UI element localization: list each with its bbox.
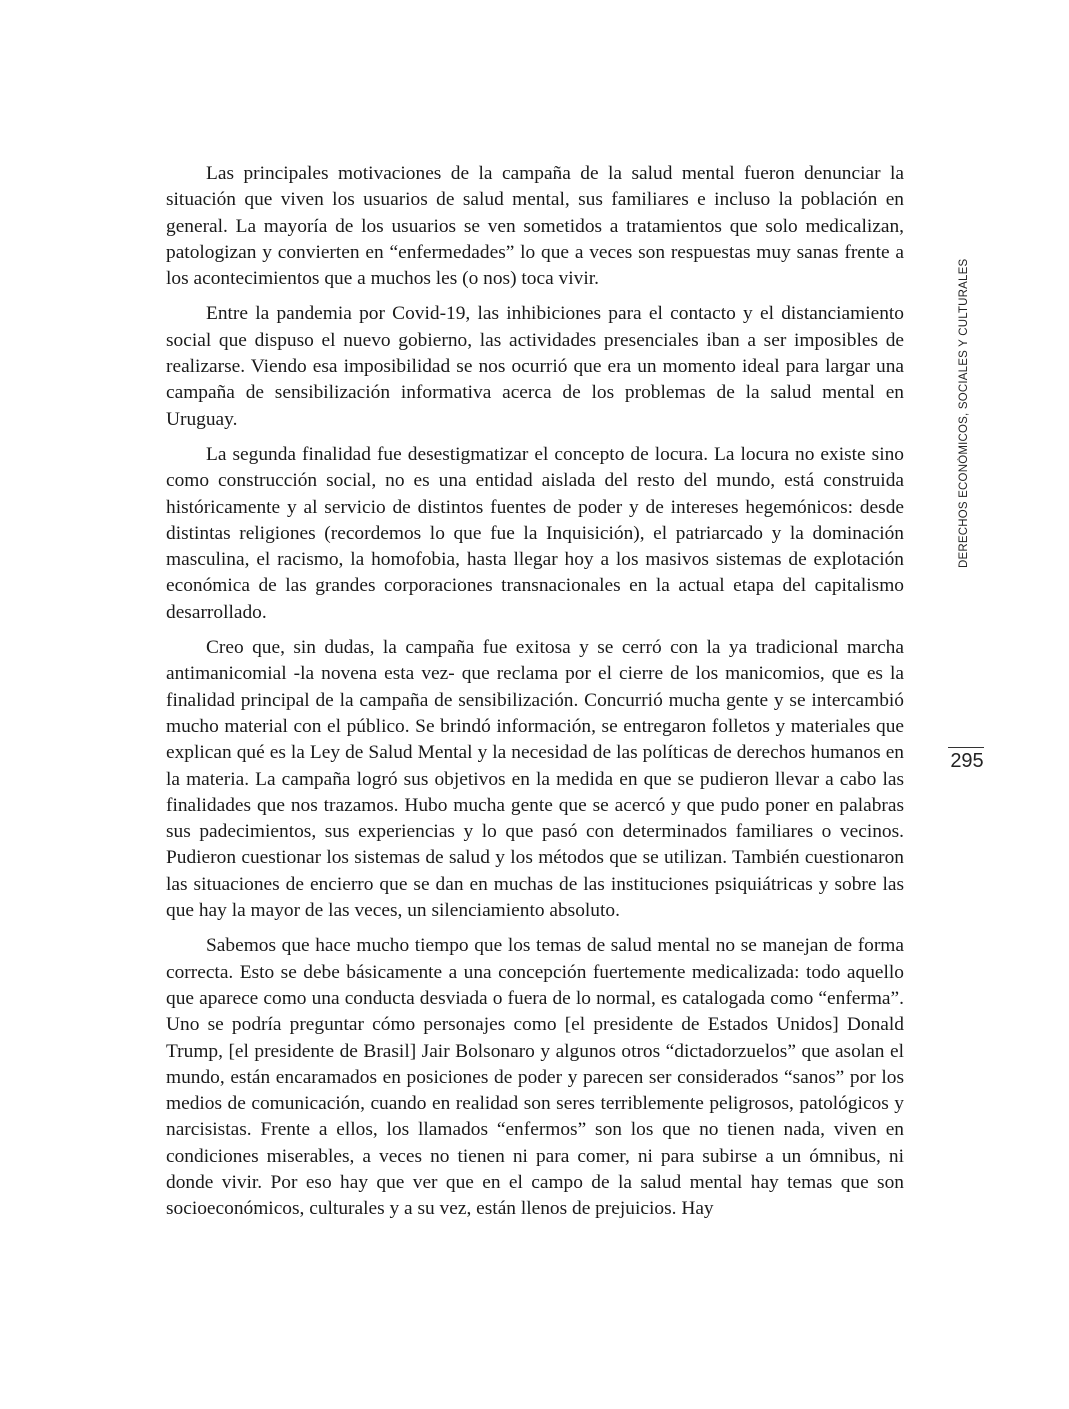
- paragraph-3: La segunda finalidad fue desestigmatizar el concepto de locura. La locura no existe sino como construcción social, no es una entidad aislada del resto del mundo, está construida históricamente y al servicio de distintos fuentes de poder y de intereses hegemónicos: desde distintas religiones (recordemos lo que fue la Inquisición), el patriarcado y la dominación masculina, el racismo, la homofobia, hasta llegar hoy a los masivos sistemas de explotación económica de las grandes corporaciones transnacionales en la actual etapa del capitalismo desarrollado.: [166, 443, 904, 623]
- paragraph-4: Creo que, sin dudas, la campaña fue exitosa y se cerró con la ya tradicional marcha antimanicomial -la novena esta vez- que reclama por el cierre de los manicomios, que es la finalidad principal de la campaña de sensibilización. Concurrió mucha gente y se intercambió mucho material con el público. Se brindó información, se entregaron folletos y materiales que explican qué es la Ley de Salud Mental y la necesidad de las políticas de derechos humanos en la materia. La campaña logró sus objetivos en la medida en que se pudieron llevar a cabo las finalidades que nos trazamos. Hubo mucha gente que se acercó y que pudo poner en palabras sus padecimientos, sus experiencias y lo que pasó con determinados familiares o vecinos. Pudieron cuestionar los sistemas de salud y los métodos que se utilizan. También cuestionaron las situaciones de encierro que se dan en muchas de las instituciones psiquiátricas y sobre las que hay la mayor de las veces, un silenciamiento absoluto.: [166, 637, 904, 922]
- paragraph-5: Sabemos que hace mucho tiempo que los temas de salud mental no se manejan de forma correcta. Esto se debe básicamente a una concepción fuertemente medicalizada: todo aquello que aparece como una conducta desviada o fuera de lo normal, es catalogada como “enferma”. Uno se podría preguntar cómo personajes como [el presidente de Estados Unidos] Donald Trump, [el presidente de Brasil] Jair Bolsonaro y algunos otros “dictadorzuelos” que asolan el mundo, están encaramados en posiciones de poder y parecen ser considerados “sanos” por los medios de comunicación, cuando en realidad son seres terriblemente peligrosos, patológicos y narcisistas. Frente a ellos, los llamados “enfermos” son los que no tienen nada, viven en condiciones miserables, a veces no tienen ni para comer, ni para subirse a un ómnibus, ni donde vivir. Por eso hay que ver que en el campo de la salud mental hay temas que son socioeconómicos, culturales y a su vez, están llenos de prejuicios. Hay: [166, 935, 904, 1220]
- body-text: [166, 161, 904, 1232]
- page-number: 295: [950, 750, 984, 772]
- paragraph-2: Entre la pandemia por Covid-19, las inhibiciones para el contacto y el distanciamiento social que dispuso el nuevo gobierno, las actividades presenciales iban a ser imposibles de realizarse. Viendo esa imposibilidad se nos ocurrió que era un momento ideal para largar una campaña de sensibilización informativa acerca de los problemas de la salud mental en Uruguay.: [166, 303, 904, 430]
- running-head: DERECHOS ECONÓMICOS, SOCIALES Y CULTURALES: [958, 258, 970, 568]
- page-number-rule: [948, 747, 984, 748]
- paragraph-1: Las principales motivaciones de la campaña de la salud mental fueron denunciar la situación que viven los usuarios de salud mental, sus familiares e incluso la población en general. La mayoría de los usuarios se ven sometidos a tratamientos que solo medicalizan, patologizan y convierten en “enfermedades” lo que a veces son respuestas muy sanas frente a los acontecimientos que a muchos les (o nos) toca vivir.: [166, 163, 904, 290]
